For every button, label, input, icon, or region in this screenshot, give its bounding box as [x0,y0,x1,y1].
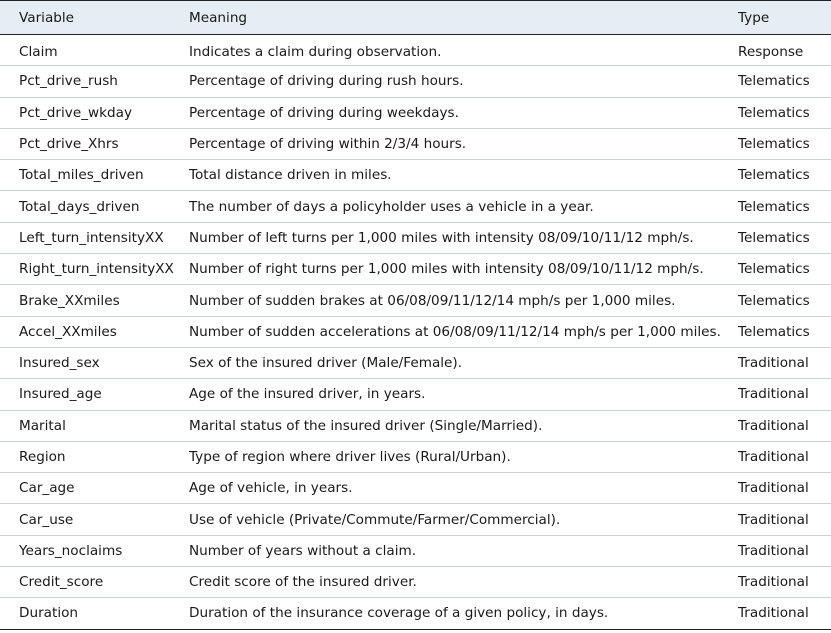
cell-meaning: Percentage of driving during weekdays. [189,97,738,128]
cell-variable: Right_turn_intensityXX [0,254,189,285]
cell-meaning: Use of vehicle (Private/Commute/Farmer/Commercial). [189,504,738,535]
cell-type: Traditional [738,441,831,472]
cell-variable: Left_turn_intensityXX [0,222,189,253]
table-row [0,97,831,128]
table-row [0,473,831,504]
cell-type: Traditional [738,598,831,629]
cell-variable: Marital [0,410,189,441]
table-row [0,535,831,566]
cell-type: Traditional [738,410,831,441]
cell-meaning: Age of the insured driver, in years. [189,379,738,410]
table-row [0,504,831,535]
cell-type: Telematics [738,160,831,191]
cell-type: Telematics [738,97,831,128]
table-row [0,285,831,316]
cell-type: Traditional [738,567,831,598]
header-variable: Variable [0,1,189,35]
table-row [0,410,831,441]
cell-meaning: Percentage of driving during rush hours. [189,66,738,97]
table-row [0,191,831,222]
header-row [0,1,831,35]
cell-type: Telematics [738,222,831,253]
cell-variable: Brake_XXmiles [0,285,189,316]
cell-variable: Accel_XXmiles [0,316,189,347]
cell-type: Traditional [738,504,831,535]
table-row [0,567,831,598]
cell-type: Telematics [738,191,831,222]
table-row [0,254,831,285]
cell-meaning: Percentage of driving within 2/3/4 hours. [189,128,738,159]
table-row [0,66,831,97]
table-row [0,160,831,191]
cell-type: Telematics [738,316,831,347]
cell-variable: Insured_age [0,379,189,410]
cell-type: Traditional [738,535,831,566]
cell-type: Telematics [738,66,831,97]
cell-variable: Insured_sex [0,347,189,378]
cell-type: Traditional [738,473,831,504]
cell-meaning: Marital status of the insured driver (Single/Married). [189,410,738,441]
table-row [0,222,831,253]
table-row [0,441,831,472]
cell-type: Traditional [738,379,831,410]
cell-meaning: Number of sudden accelerations at 06/08/09/11/12/14 mph/s per 1,000 miles. [189,316,738,347]
header-meaning: Meaning [189,1,738,35]
cell-type: Telematics [738,285,831,316]
cell-meaning: Total distance driven in miles. [189,160,738,191]
cell-variable: Total_miles_driven [0,160,189,191]
cell-variable: Pct_drive_rush [0,66,189,97]
cell-variable: Pct_drive_wkday [0,97,189,128]
cell-meaning: Number of right turns per 1,000 miles with intensity 08/09/10/11/12 mph/s. [189,254,738,285]
cell-type: Traditional [738,347,831,378]
cell-variable: Car_use [0,504,189,535]
cell-variable: Pct_drive_Xhrs [0,128,189,159]
cell-meaning: Number of sudden brakes at 06/08/09/11/12/14 mph/s per 1,000 miles. [189,285,738,316]
cell-meaning: The number of days a policyholder uses a vehicle in a year. [189,191,738,222]
cell-meaning: Number of years without a claim. [189,535,738,566]
cell-variable: Region [0,441,189,472]
cell-variable: Credit_score [0,567,189,598]
header-type: Type [738,1,831,35]
cell-meaning: Sex of the insured driver (Male/Female). [189,347,738,378]
cell-variable: Claim [0,35,189,66]
cell-type: Telematics [738,254,831,285]
table-row [0,316,831,347]
cell-variable: Total_days_driven [0,191,189,222]
table-row [0,347,831,378]
cell-variable: Car_age [0,473,189,504]
cell-variable: Years_noclaims [0,535,189,566]
cell-variable: Duration [0,598,189,629]
table-row [0,598,831,629]
cell-meaning: Type of region where driver lives (Rural/Urban). [189,441,738,472]
table-header [0,1,831,35]
table-row [0,128,831,159]
cell-meaning: Indicates a claim during observation. [189,35,738,66]
cell-type: Telematics [738,128,831,159]
table-row [0,35,831,66]
cell-type: Response [738,35,831,66]
cell-meaning: Credit score of the insured driver. [189,567,738,598]
cell-meaning: Number of left turns per 1,000 miles with intensity 08/09/10/11/12 mph/s. [189,222,738,253]
table-row [0,379,831,410]
cell-meaning: Duration of the insurance coverage of a given policy, in days. [189,598,738,629]
table-body [0,35,831,630]
cell-meaning: Age of vehicle, in years. [189,473,738,504]
